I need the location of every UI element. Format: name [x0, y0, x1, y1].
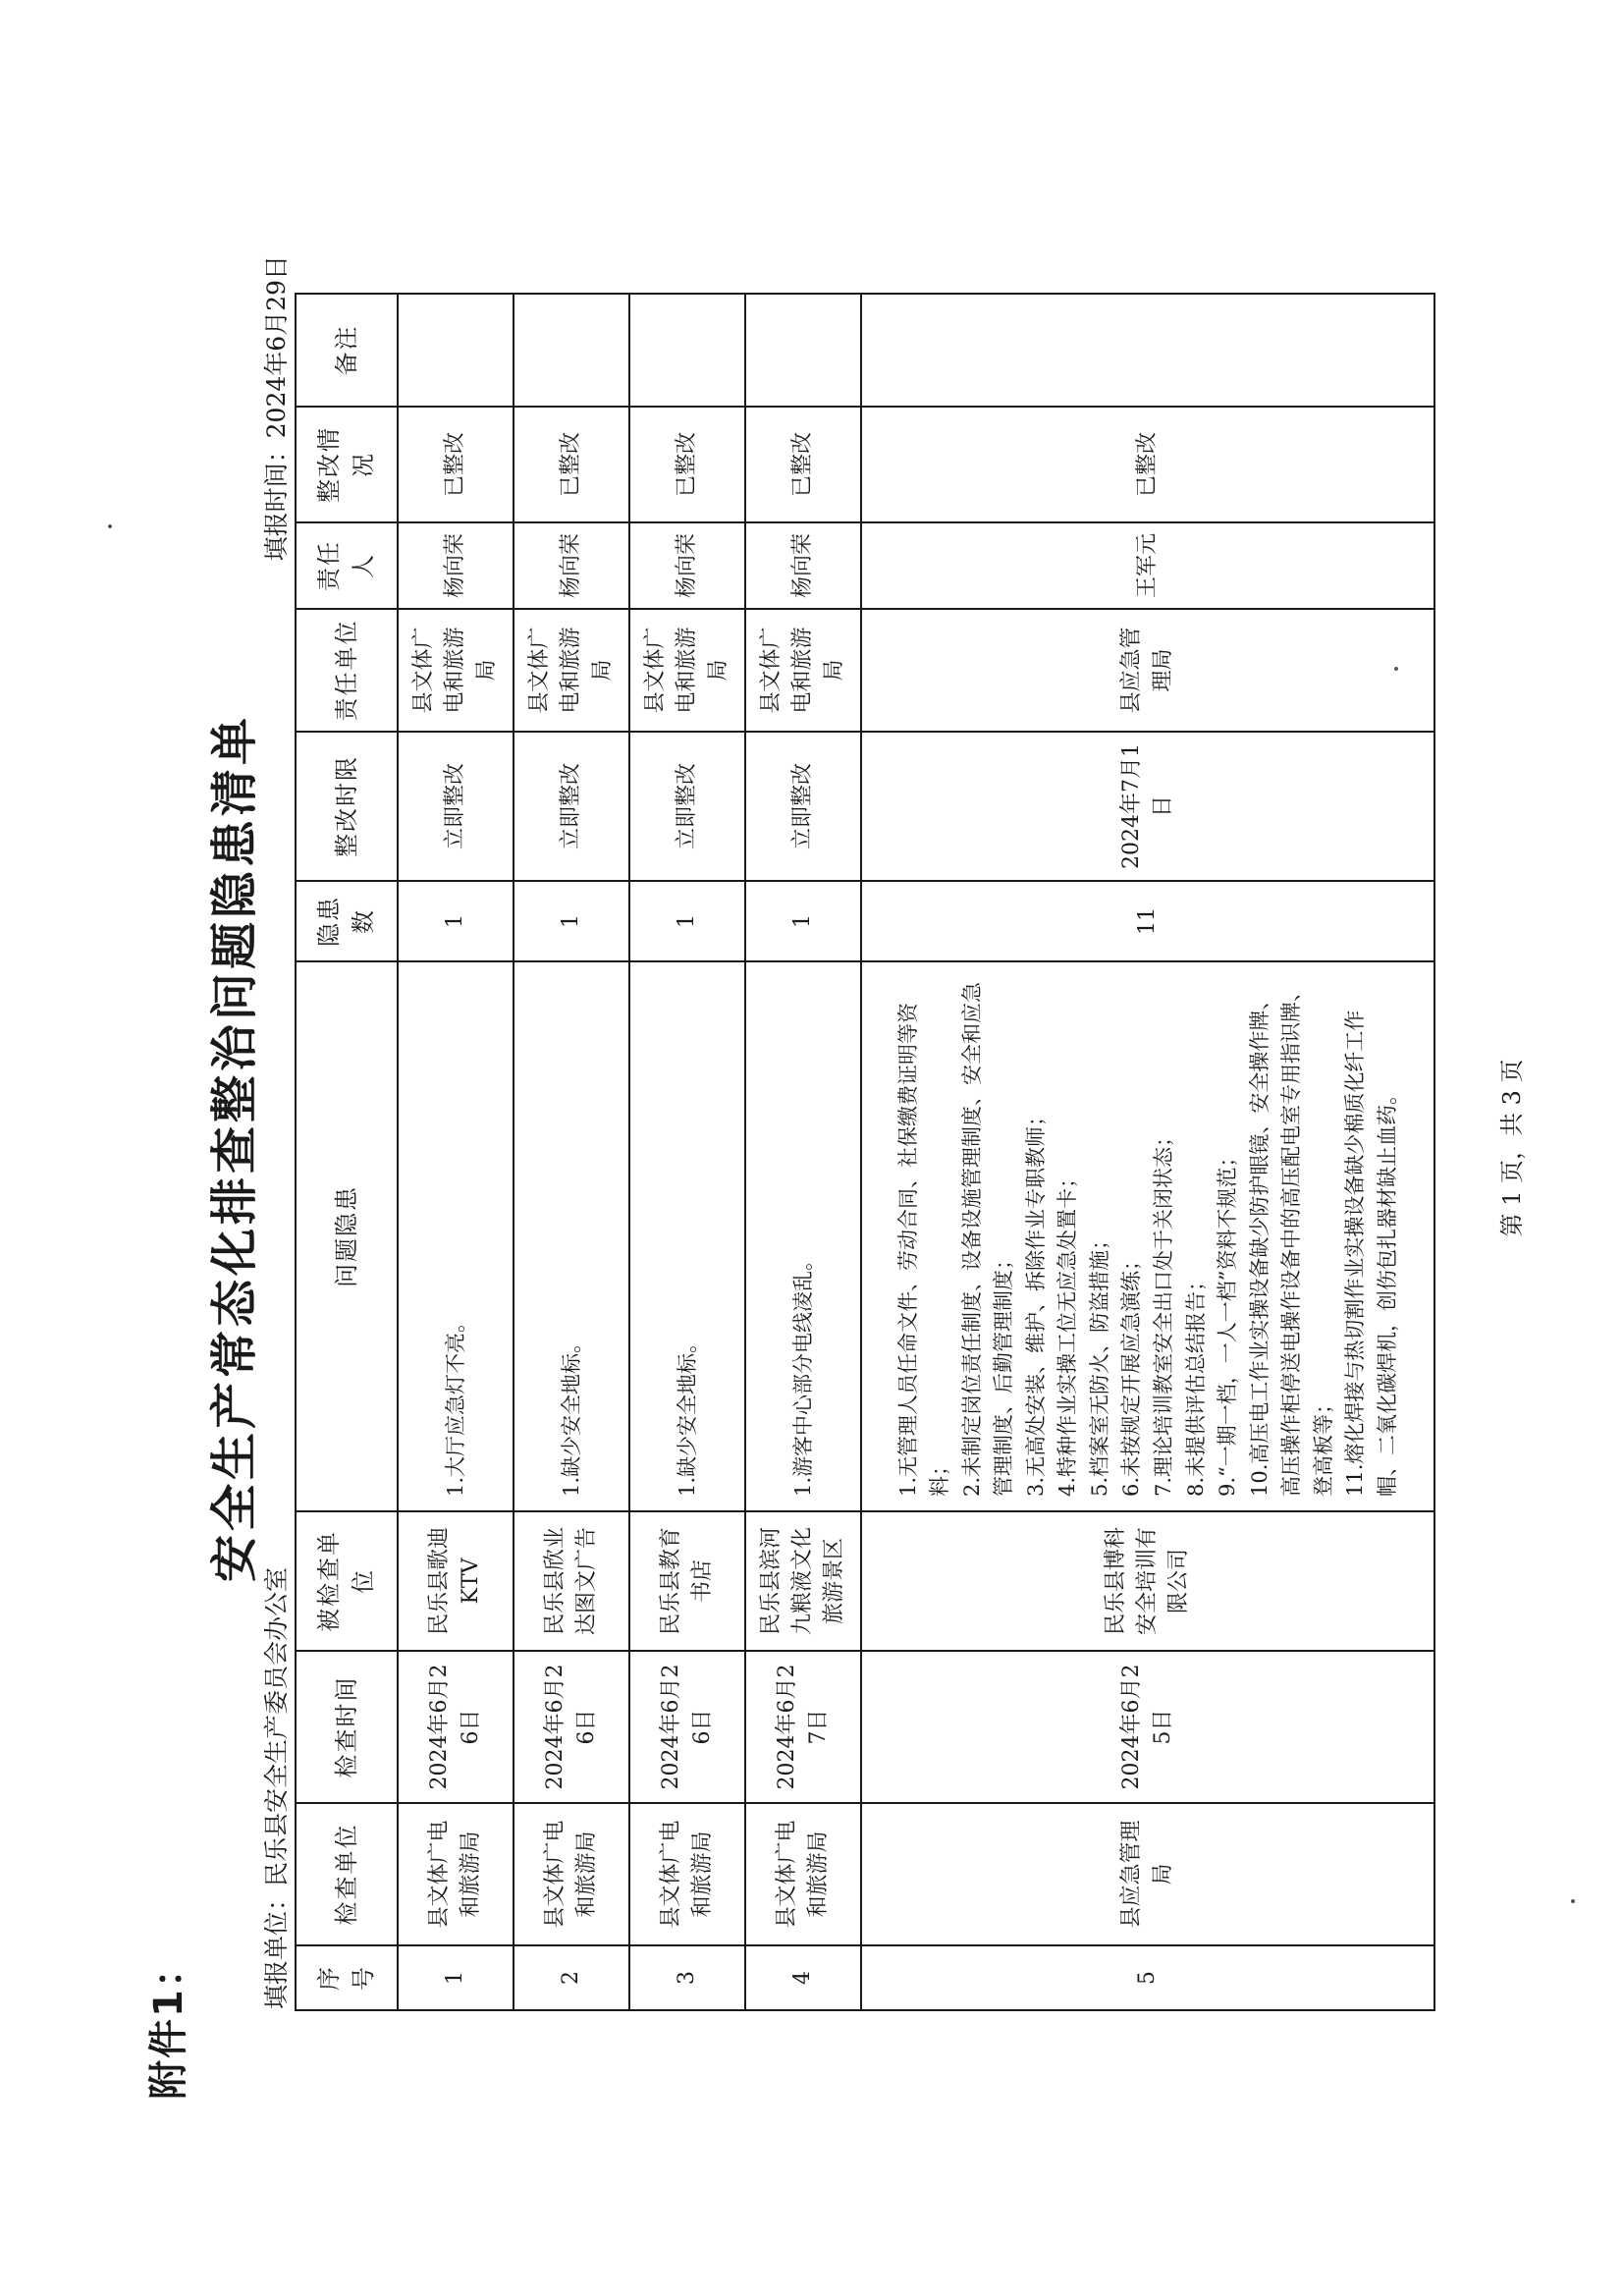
cell-inspected: 民乐县教育书店	[629, 1511, 745, 1651]
cell-inspected: 民乐县博科安全培训有限公司	[861, 1511, 1434, 1651]
cell-note	[514, 294, 629, 407]
cell-resp-unit: 县应急管理局	[861, 609, 1434, 732]
cell-resp-person: 杨向荣	[629, 522, 745, 609]
cell-note	[398, 294, 514, 407]
page-number: 第 1 页，共 3 页	[1498, 1059, 1526, 1237]
cell-note	[861, 294, 1434, 407]
cell-count: 1	[745, 881, 861, 961]
issue-item: 1.缺少安全地标。	[675, 1332, 699, 1497]
cell-resp-unit: 县文体广电和旅游局	[398, 609, 514, 732]
cell-status: 已整改	[745, 407, 861, 522]
cell-resp-person: 杨向荣	[398, 522, 514, 609]
issue-item: 1.大厅应急灯不亮。	[443, 1311, 467, 1497]
cell-status: 已整改	[514, 407, 629, 522]
issue-item: 5.档案室无防火、防盗措施；	[1087, 1229, 1111, 1497]
header-cell: 序号	[296, 1945, 398, 2010]
header-cell: 问题隐患	[296, 961, 398, 1511]
issue-item: 9.“一期一档，一人一档”资料不规范；	[1216, 1146, 1240, 1497]
cell-inspector: 县文体广电和旅游局	[745, 1803, 861, 1945]
cell-resp-person: 王军元	[861, 522, 1434, 609]
cell-date: 2024年6月25日	[861, 1651, 1434, 1803]
header-cell: 隐患数	[296, 881, 398, 961]
reporting-date: 填报时间：2024年6月29日	[262, 255, 291, 562]
issue-item: 4.特种作业实操工位无应急处置卡；	[1055, 1167, 1080, 1497]
cell-deadline: 2024年7月1日	[861, 732, 1434, 881]
cell-resp-person: 杨向荣	[514, 522, 629, 609]
cell-deadline: 立即整改	[398, 732, 514, 881]
cell-no: 3	[629, 1945, 745, 2010]
cell-no: 2	[514, 1945, 629, 2010]
cell-count: 1	[514, 881, 629, 961]
header-cell: 备注	[296, 294, 398, 407]
cell-inspector: 县文体广电和旅游局	[514, 1803, 629, 1945]
cell-status: 已整改	[629, 407, 745, 522]
hazard-table	[295, 293, 1435, 2011]
cell-inspected: 民乐县滨河九粮液文化旅游景区	[745, 1511, 861, 1651]
cell-count: 11	[861, 881, 1434, 961]
header-cell: 检查时间	[296, 1651, 398, 1803]
issue-item: 1.游客中心部分电线凌乱。	[790, 1249, 815, 1497]
issue-item: 8.未提供评估总结报告；	[1183, 1270, 1208, 1497]
issue-item: 7.理论培训教室安全出口处于关闭状态；	[1152, 1125, 1175, 1497]
scan-speck	[108, 524, 112, 528]
cell-deadline: 立即整改	[514, 732, 629, 881]
table-row	[514, 294, 629, 2010]
cell-note	[745, 294, 861, 407]
cell-inspector: 县文体广电和旅游局	[398, 1803, 514, 1945]
cell-no: 4	[745, 1945, 861, 2010]
header-row	[296, 294, 398, 2010]
issue-item: 6.未按规定开展应急演练；	[1119, 1249, 1144, 1497]
reporting-unit: 填报单位：民乐县安全生产委员会办公室	[262, 1566, 291, 2009]
cell-count: 1	[629, 881, 745, 961]
page-title: 安全生产常态化排查整治问题隐患清单	[207, 714, 262, 1583]
scan-speck	[1571, 1899, 1575, 1903]
cell-date: 2024年6月26日	[398, 1651, 514, 1803]
scan-speck	[1394, 667, 1398, 671]
table-row	[861, 294, 1434, 2010]
header-cell: 责任人	[296, 522, 398, 609]
header-cell: 被检查单位	[296, 1511, 398, 1651]
issue-item: 10.高压电工作业实操设备缺少防护眼镜、安全操作牌、高压操作柜停送电操作设备中的高压配电室专用指识牌、登高板等；	[1247, 981, 1335, 1497]
issue-item: 3.无高处安装、维护、拆除作业专职教师；	[1023, 1105, 1048, 1497]
cell-issues	[745, 961, 861, 1511]
cell-no: 1	[398, 1945, 514, 2010]
cell-inspector: 县文体广电和旅游局	[629, 1803, 745, 1945]
cell-resp-unit: 县文体广电和旅游局	[629, 609, 745, 732]
cell-issues	[629, 961, 745, 1511]
cell-count: 1	[398, 881, 514, 961]
table-row	[398, 294, 514, 2010]
cell-resp-unit: 县文体广电和旅游局	[745, 609, 861, 732]
cell-note	[629, 294, 745, 407]
cell-inspector: 县应急管理局	[861, 1803, 1434, 1945]
table-row	[745, 294, 861, 2010]
issue-item: 11.熔化焊接与热切割作业实操设备缺少棉质化纤工作帽、二氧化碳焊机，创伤包扎器材缺止血药。	[1343, 1010, 1399, 1497]
cell-no: 5	[861, 1945, 1434, 2010]
issue-item: 2.未制定岗位责任制度、设备设施管理制度、安全和应急管理制度、后勤管理制度；	[959, 981, 1016, 1497]
header-cell: 整改时限	[296, 732, 398, 881]
table-row	[629, 294, 745, 2010]
header-cell: 整改情况	[296, 407, 398, 522]
cell-inspected: 民乐县欣业达图文广告	[514, 1511, 629, 1651]
issue-item: 1.无管理人员任命文件、劳动合同、社保缴费证明等资料；	[895, 1002, 952, 1497]
cell-date: 2024年6月27日	[745, 1651, 861, 1803]
cell-inspected: 民乐县歌迪KTV	[398, 1511, 514, 1651]
header-cell: 检查单位	[296, 1803, 398, 1945]
cell-status: 已整改	[861, 407, 1434, 522]
cell-deadline: 立即整改	[745, 732, 861, 881]
cell-status: 已整改	[398, 407, 514, 522]
cell-issues	[398, 961, 514, 1511]
cell-issues	[861, 961, 1434, 1511]
cell-issues	[514, 961, 629, 1511]
cell-resp-person: 杨向荣	[745, 522, 861, 609]
cell-date: 2024年6月26日	[629, 1651, 745, 1803]
issue-item: 1.缺少安全地标。	[559, 1332, 583, 1497]
header-cell: 责任单位	[296, 609, 398, 732]
cell-date: 2024年6月26日	[514, 1651, 629, 1803]
cell-resp-unit: 县文体广电和旅游局	[514, 609, 629, 732]
cell-deadline: 立即整改	[629, 732, 745, 881]
attachment-label: 附件1：	[146, 1946, 191, 2100]
